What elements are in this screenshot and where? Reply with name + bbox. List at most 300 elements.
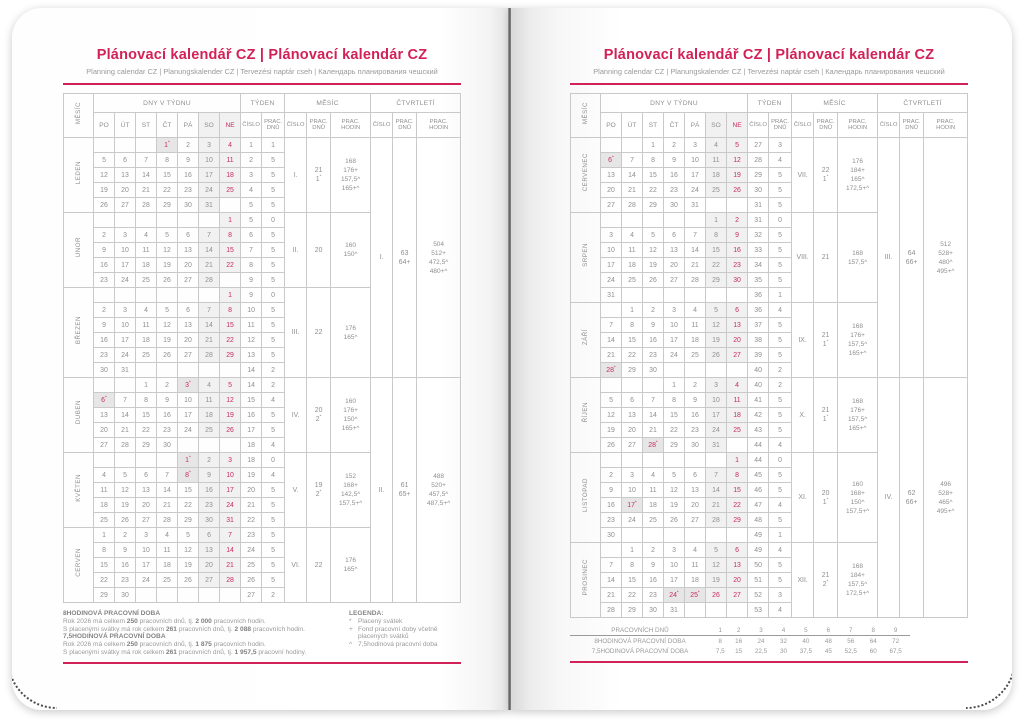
summary-value: 22,5: [754, 647, 768, 655]
day-cell: [220, 438, 241, 453]
day-cell: [622, 453, 643, 468]
day-cell: 19: [157, 258, 178, 273]
day-cell: 29: [622, 603, 643, 618]
month-workhours: [331, 138, 371, 213]
day-cell: 27: [601, 198, 622, 213]
day-cell: [220, 273, 241, 288]
day-cell: 28: [199, 348, 220, 363]
day-cell: 12: [157, 318, 178, 333]
day-cell: 15: [220, 318, 241, 333]
quarter-numeral: III.: [878, 138, 900, 378]
day-cell: 21: [199, 333, 220, 348]
month-name: [64, 378, 94, 453]
sub-header-line: PRAC.: [341, 118, 360, 125]
week-workdays: 0: [262, 288, 285, 303]
holiday-star: *: [613, 364, 616, 370]
month-name: [571, 543, 601, 618]
day-cell: 5: [157, 303, 178, 318]
day-cell: 10: [115, 318, 136, 333]
week-number: 53: [748, 603, 769, 618]
month-workdays-line: 21: [821, 254, 830, 261]
month-workhours-line: 184+: [850, 572, 865, 579]
month-workhours-line: 176: [345, 557, 357, 564]
week-number: 7: [241, 243, 262, 258]
day-cell: 21: [199, 258, 220, 273]
day-cell: 9: [157, 393, 178, 408]
day-cell: 26: [601, 438, 622, 453]
day-cell: 6: [685, 468, 706, 483]
day-cell: 24: [136, 573, 157, 588]
month-workdays-line: 1*: [822, 338, 829, 348]
day-cell: 28: [601, 603, 622, 618]
day-cell: 25: [136, 348, 157, 363]
month-workhours: [331, 213, 371, 288]
quarter-workhours-line: 504: [433, 240, 445, 248]
week-workdays: 5: [262, 408, 285, 423]
sub-header: [878, 113, 900, 138]
day-cell: [94, 288, 115, 303]
day-cell: 14: [157, 483, 178, 498]
quarter-workhours-line: 528+: [938, 489, 953, 497]
month-workhours-line: 157,5^: [340, 176, 361, 183]
sub-header-line: DNŮ: [905, 125, 918, 131]
holiday-star: *: [319, 173, 322, 179]
day-cell: [622, 528, 643, 543]
month-workhours-line: 172,5+^: [846, 185, 870, 192]
day-cell: 28*: [601, 363, 622, 378]
month-numeral: II.: [285, 213, 307, 288]
summary-value: 7: [836, 625, 865, 636]
day-cell: [157, 588, 178, 603]
month-workdays-line: 1*: [315, 173, 322, 183]
day-cell: 5: [601, 393, 622, 408]
summary-value: 40: [802, 637, 810, 645]
day-cell: 28: [220, 573, 241, 588]
sub-header: [814, 113, 838, 138]
day-cell: 27: [115, 198, 136, 213]
day-cell: 4: [685, 543, 706, 558]
month-name: [571, 138, 601, 213]
summary-value: 4: [775, 625, 791, 636]
holiday-star: *: [612, 154, 614, 160]
day-cell: 27: [94, 438, 115, 453]
day-cell: 8: [136, 393, 157, 408]
day-cell: 31: [685, 198, 706, 213]
day-cell: 22: [664, 423, 685, 438]
week-workdays: 0: [262, 453, 285, 468]
sub-header-line: DNŮ: [312, 125, 325, 131]
day-cell: [706, 198, 727, 213]
sub-header-line: DNŮ: [819, 125, 832, 131]
month-workhours-line: 165^: [850, 176, 865, 183]
day-cell: [178, 438, 199, 453]
legend-text: Fond pracovní doby včetně placených svátků: [358, 625, 438, 641]
month-workdays-line: 22: [821, 167, 830, 174]
sub-header: [838, 113, 878, 138]
work-time-line: Rok 2026 má celkem 250 pracovních dnů, tj. 2 000 pracovních hodin.: [63, 617, 266, 625]
day-cell: 24: [706, 423, 727, 438]
day-cell: 4: [199, 378, 220, 393]
day-cell: 29: [706, 273, 727, 288]
month-name: [64, 453, 94, 528]
day-cell: 29: [220, 348, 241, 363]
week-number: 3: [241, 168, 262, 183]
month-name-label: ČERVENEC: [582, 153, 589, 192]
week-number: 41: [748, 393, 769, 408]
day-cell: 15: [664, 408, 685, 423]
month-numeral: I.: [285, 138, 307, 213]
day-cell: [601, 303, 622, 318]
day-cell: 25: [157, 573, 178, 588]
month-name: [571, 453, 601, 543]
day-cell: 2: [601, 468, 622, 483]
day-cell: 8: [157, 153, 178, 168]
day-cell: [601, 378, 622, 393]
day-cell: 1: [622, 543, 643, 558]
day-cell: 8: [220, 228, 241, 243]
month-name: [64, 288, 94, 378]
sub-header-line: PRAC.: [902, 118, 921, 125]
month-workdays: [307, 378, 331, 453]
day-cell: 21: [643, 423, 664, 438]
day-cell: 10: [178, 393, 199, 408]
day-cell: 31: [601, 288, 622, 303]
day-cell: 19: [178, 558, 199, 573]
day-cell: [94, 378, 115, 393]
summary-value: 56: [847, 637, 855, 645]
day-cell: 18: [685, 333, 706, 348]
sub-header-line: PRAC.: [429, 118, 448, 125]
day-cell: 13: [664, 243, 685, 258]
day-cell: 7: [685, 228, 706, 243]
day-cell: 9: [643, 318, 664, 333]
week-workdays: 5: [769, 513, 792, 528]
month-workhours-line: 168+: [343, 482, 358, 489]
day-cell: 1: [136, 378, 157, 393]
month-workhours-line: 142,5^: [340, 491, 361, 498]
day-cell: 30: [94, 363, 115, 378]
day-cell: 16: [685, 408, 706, 423]
day-cell: 21: [622, 183, 643, 198]
week-workdays: 3: [769, 588, 792, 603]
week-workdays: 4: [262, 393, 285, 408]
week-number: 17: [241, 423, 262, 438]
day-cell: 27: [622, 438, 643, 453]
legend-symbol: +: [349, 625, 353, 633]
week-workdays: 5: [262, 318, 285, 333]
day-cell: 13: [685, 483, 706, 498]
quarter-workhours-line: 512: [940, 240, 952, 248]
month-workdays-line: 22: [314, 561, 323, 569]
day-cell: 30: [199, 513, 220, 528]
month-workdays: [307, 453, 331, 528]
day-cell: 30: [664, 198, 685, 213]
work-time-line: Rok 2026 má celkem 250 pracovních dnů, tj. 1 875 pracovních hodin.: [63, 641, 266, 649]
work-time-heading: 7,5HODINOVÁ PRACOVNÍ DOBA: [63, 633, 166, 641]
day-cell: 28: [157, 513, 178, 528]
month-name-label: DUBEN: [75, 400, 82, 425]
day-cell: 11: [220, 153, 241, 168]
day-cell: 2: [94, 303, 115, 318]
month-workhours: [838, 138, 878, 213]
week-number: 9: [241, 273, 262, 288]
month-numeral: XI.: [792, 453, 814, 543]
day-cell: 9: [601, 483, 622, 498]
holiday-star: *: [826, 496, 829, 502]
summary-value: 8: [718, 637, 722, 645]
day-cell: 19: [706, 573, 727, 588]
sub-header: [307, 113, 331, 138]
day-cell: 31: [115, 363, 136, 378]
day-cell: 15: [643, 168, 664, 183]
day-cell: [685, 603, 706, 618]
week-workdays: 4: [769, 603, 792, 618]
header-group: TÝDEN: [241, 94, 285, 113]
week-workdays: 5: [262, 348, 285, 363]
quarter-workhours-line: 488: [433, 473, 445, 480]
header-group: ČTVRTLETÍ: [878, 94, 968, 113]
month-workdays-line: 1*: [822, 413, 829, 423]
day-cell: 19: [706, 333, 727, 348]
week-number: 47: [748, 498, 769, 513]
month-workhours-line: 157,5^: [847, 341, 868, 348]
month-workhours-line: 165+^: [341, 185, 360, 192]
day-cell: [136, 213, 157, 228]
week-workdays: 5: [262, 183, 285, 198]
week-number: 14: [241, 363, 262, 378]
day-cell: 10: [706, 393, 727, 408]
week-number: 33: [748, 243, 769, 258]
month-name: [64, 213, 94, 288]
day-cell: 10: [685, 153, 706, 168]
quarter-numeral: IV.: [878, 378, 900, 618]
month-workdays: [814, 303, 838, 378]
legend-symbol: ^: [349, 641, 353, 649]
day-cell: 7: [157, 468, 178, 483]
day-cell: 14: [115, 408, 136, 423]
day-cell: 1*: [157, 138, 178, 153]
month-workdays-line: 21: [821, 572, 830, 579]
day-cell: 3: [220, 453, 241, 468]
month-workdays-line: 2*: [315, 488, 322, 498]
day-cell: 22: [136, 423, 157, 438]
week-number: 6: [241, 228, 262, 243]
holiday-star: *: [826, 173, 829, 179]
day-cell: 10: [136, 543, 157, 558]
month-workhours: [331, 378, 371, 453]
week-workdays: 5: [262, 543, 285, 558]
day-cell: 23: [178, 183, 199, 198]
day-cell: [622, 378, 643, 393]
week-workdays: 4: [262, 438, 285, 453]
summary-label: 8HODINOVÁ PRACOVNÍ DOBA: [594, 637, 686, 645]
month-numeral: III.: [285, 288, 307, 378]
day-cell: 2: [643, 543, 664, 558]
day-cell: 24: [664, 348, 685, 363]
week-number: 23: [241, 528, 262, 543]
day-cell: 27: [199, 573, 220, 588]
day-cell: 6*: [94, 393, 115, 408]
day-cell: 17: [601, 258, 622, 273]
week-number: 38: [748, 333, 769, 348]
day-cell: [157, 288, 178, 303]
day-cell: 14: [220, 543, 241, 558]
day-cell: 12: [706, 318, 727, 333]
day-cell: 4: [685, 303, 706, 318]
day-cell: 16: [664, 168, 685, 183]
day-cell: 29: [622, 363, 643, 378]
day-cell: [643, 378, 664, 393]
summary-row: [570, 636, 910, 647]
day-cell: 26: [94, 198, 115, 213]
day-cell: 4: [157, 528, 178, 543]
day-cell: 5: [706, 543, 727, 558]
week-workdays: 5: [769, 183, 792, 198]
day-cell: 6: [136, 468, 157, 483]
month-numeral: VIII.: [792, 213, 814, 303]
quarter-workdays-line: 66+: [905, 258, 918, 266]
day-cell: 6*: [601, 153, 622, 168]
day-cell: [199, 438, 220, 453]
week-workdays: 5: [262, 483, 285, 498]
day-cell: [94, 453, 115, 468]
calendar-table-right: [570, 93, 968, 618]
month-workhours: [838, 453, 878, 543]
day-cell: [727, 288, 748, 303]
holiday-star: *: [189, 379, 191, 385]
holiday-star: *: [826, 578, 829, 584]
day-cell: 12: [727, 153, 748, 168]
month-workdays: [814, 213, 838, 303]
sub-header-line: PRAC.: [309, 118, 328, 125]
day-cell: 8: [94, 543, 115, 558]
sub-header-line: ČÍSLO: [286, 121, 305, 128]
day-cell: 28: [622, 198, 643, 213]
day-cell: 16: [727, 243, 748, 258]
day-cell: [601, 543, 622, 558]
month-workdays-line: 21: [821, 332, 830, 339]
day-cell: 3: [622, 468, 643, 483]
day-cell: 3: [136, 528, 157, 543]
day-cell: 24: [220, 498, 241, 513]
week-workdays: 4: [769, 438, 792, 453]
day-cell: 1*: [178, 453, 199, 468]
day-cell: 16: [643, 333, 664, 348]
day-cell: 28: [706, 513, 727, 528]
week-workdays: 2: [262, 378, 285, 393]
day-cell: 22: [157, 183, 178, 198]
month-workhours-line: 176+: [850, 407, 865, 414]
summary-value: 60: [869, 647, 877, 655]
day-cell: 21: [157, 498, 178, 513]
holiday-star: *: [319, 413, 322, 419]
week-number: 25: [241, 558, 262, 573]
day-cell: 14: [601, 573, 622, 588]
day-cell: 6: [115, 153, 136, 168]
sub-header: [900, 113, 924, 138]
day-cell: 27: [178, 273, 199, 288]
holiday-star: *: [319, 488, 322, 494]
day-cell: [685, 528, 706, 543]
summary-value: 3: [747, 625, 776, 636]
day-cell: [136, 288, 157, 303]
holiday-star: *: [826, 338, 829, 344]
month-workhours-line: 160: [345, 242, 357, 249]
week-workdays: 5: [769, 573, 792, 588]
sub-header-line: PRAC.: [395, 118, 414, 125]
week-number: 43: [748, 423, 769, 438]
sub-header-line: ČÍSLO: [749, 121, 767, 128]
day-cell: 18: [706, 168, 727, 183]
week-workdays: 5: [769, 198, 792, 213]
day-cell: [643, 213, 664, 228]
day-cell: 19: [94, 183, 115, 198]
day-cell: 11: [94, 483, 115, 498]
work-time-footer: [63, 610, 461, 657]
day-cell: 21: [220, 558, 241, 573]
month-workdays-line: 21: [821, 407, 830, 414]
day-cell: [727, 528, 748, 543]
day-cell: 13: [622, 408, 643, 423]
header-columns-row: [571, 113, 968, 138]
quarter-workhours-line: 480+^: [429, 267, 448, 275]
week-workdays: 5: [262, 333, 285, 348]
month-workdays-line: 1*: [822, 173, 829, 183]
day-cell: 13: [727, 318, 748, 333]
day-cell: 18: [136, 258, 157, 273]
day-cell: 3: [664, 543, 685, 558]
month-workdays: [307, 213, 331, 288]
summary-value: 67,5: [889, 647, 902, 655]
day-cell: 31: [220, 513, 241, 528]
day-cell: 23: [664, 183, 685, 198]
month-name: [571, 213, 601, 303]
day-cell: 23: [643, 348, 664, 363]
day-cell: 11: [136, 318, 157, 333]
day-cell: 5: [115, 468, 136, 483]
day-cell: 19: [601, 423, 622, 438]
week-workdays: 5: [262, 513, 285, 528]
quarter-workdays-line: 62: [907, 489, 916, 497]
day-cell: 26: [643, 273, 664, 288]
day-cell: 9: [664, 153, 685, 168]
day-cell: 12: [220, 393, 241, 408]
day-header: PO: [94, 113, 115, 138]
day-cell: [136, 363, 157, 378]
month-name-label: KVĚTEN: [75, 473, 82, 502]
summary-label: 7,5HODINOVÁ PRACOVNÍ DOBA: [591, 647, 689, 655]
week-workdays: 5: [262, 243, 285, 258]
day-cell: 23: [94, 348, 115, 363]
quarter-workdays-line: 64: [907, 249, 916, 257]
day-cell: 1: [622, 303, 643, 318]
quarter-workdays: [393, 138, 417, 378]
holiday-star: *: [634, 499, 637, 505]
month-workhours-line: 165+^: [848, 350, 867, 357]
summary-value: 30: [779, 647, 787, 655]
day-cell: 25: [706, 183, 727, 198]
month-numeral: IX.: [792, 303, 814, 378]
day-cell: 29: [136, 438, 157, 453]
week-workdays: 5: [262, 528, 285, 543]
week-number: 31: [748, 198, 769, 213]
day-cell: 15: [727, 483, 748, 498]
day-cell: 4: [622, 228, 643, 243]
day-cell: 19: [157, 333, 178, 348]
day-cell: 11: [136, 243, 157, 258]
day-cell: 13: [199, 543, 220, 558]
day-cell: 23: [115, 573, 136, 588]
